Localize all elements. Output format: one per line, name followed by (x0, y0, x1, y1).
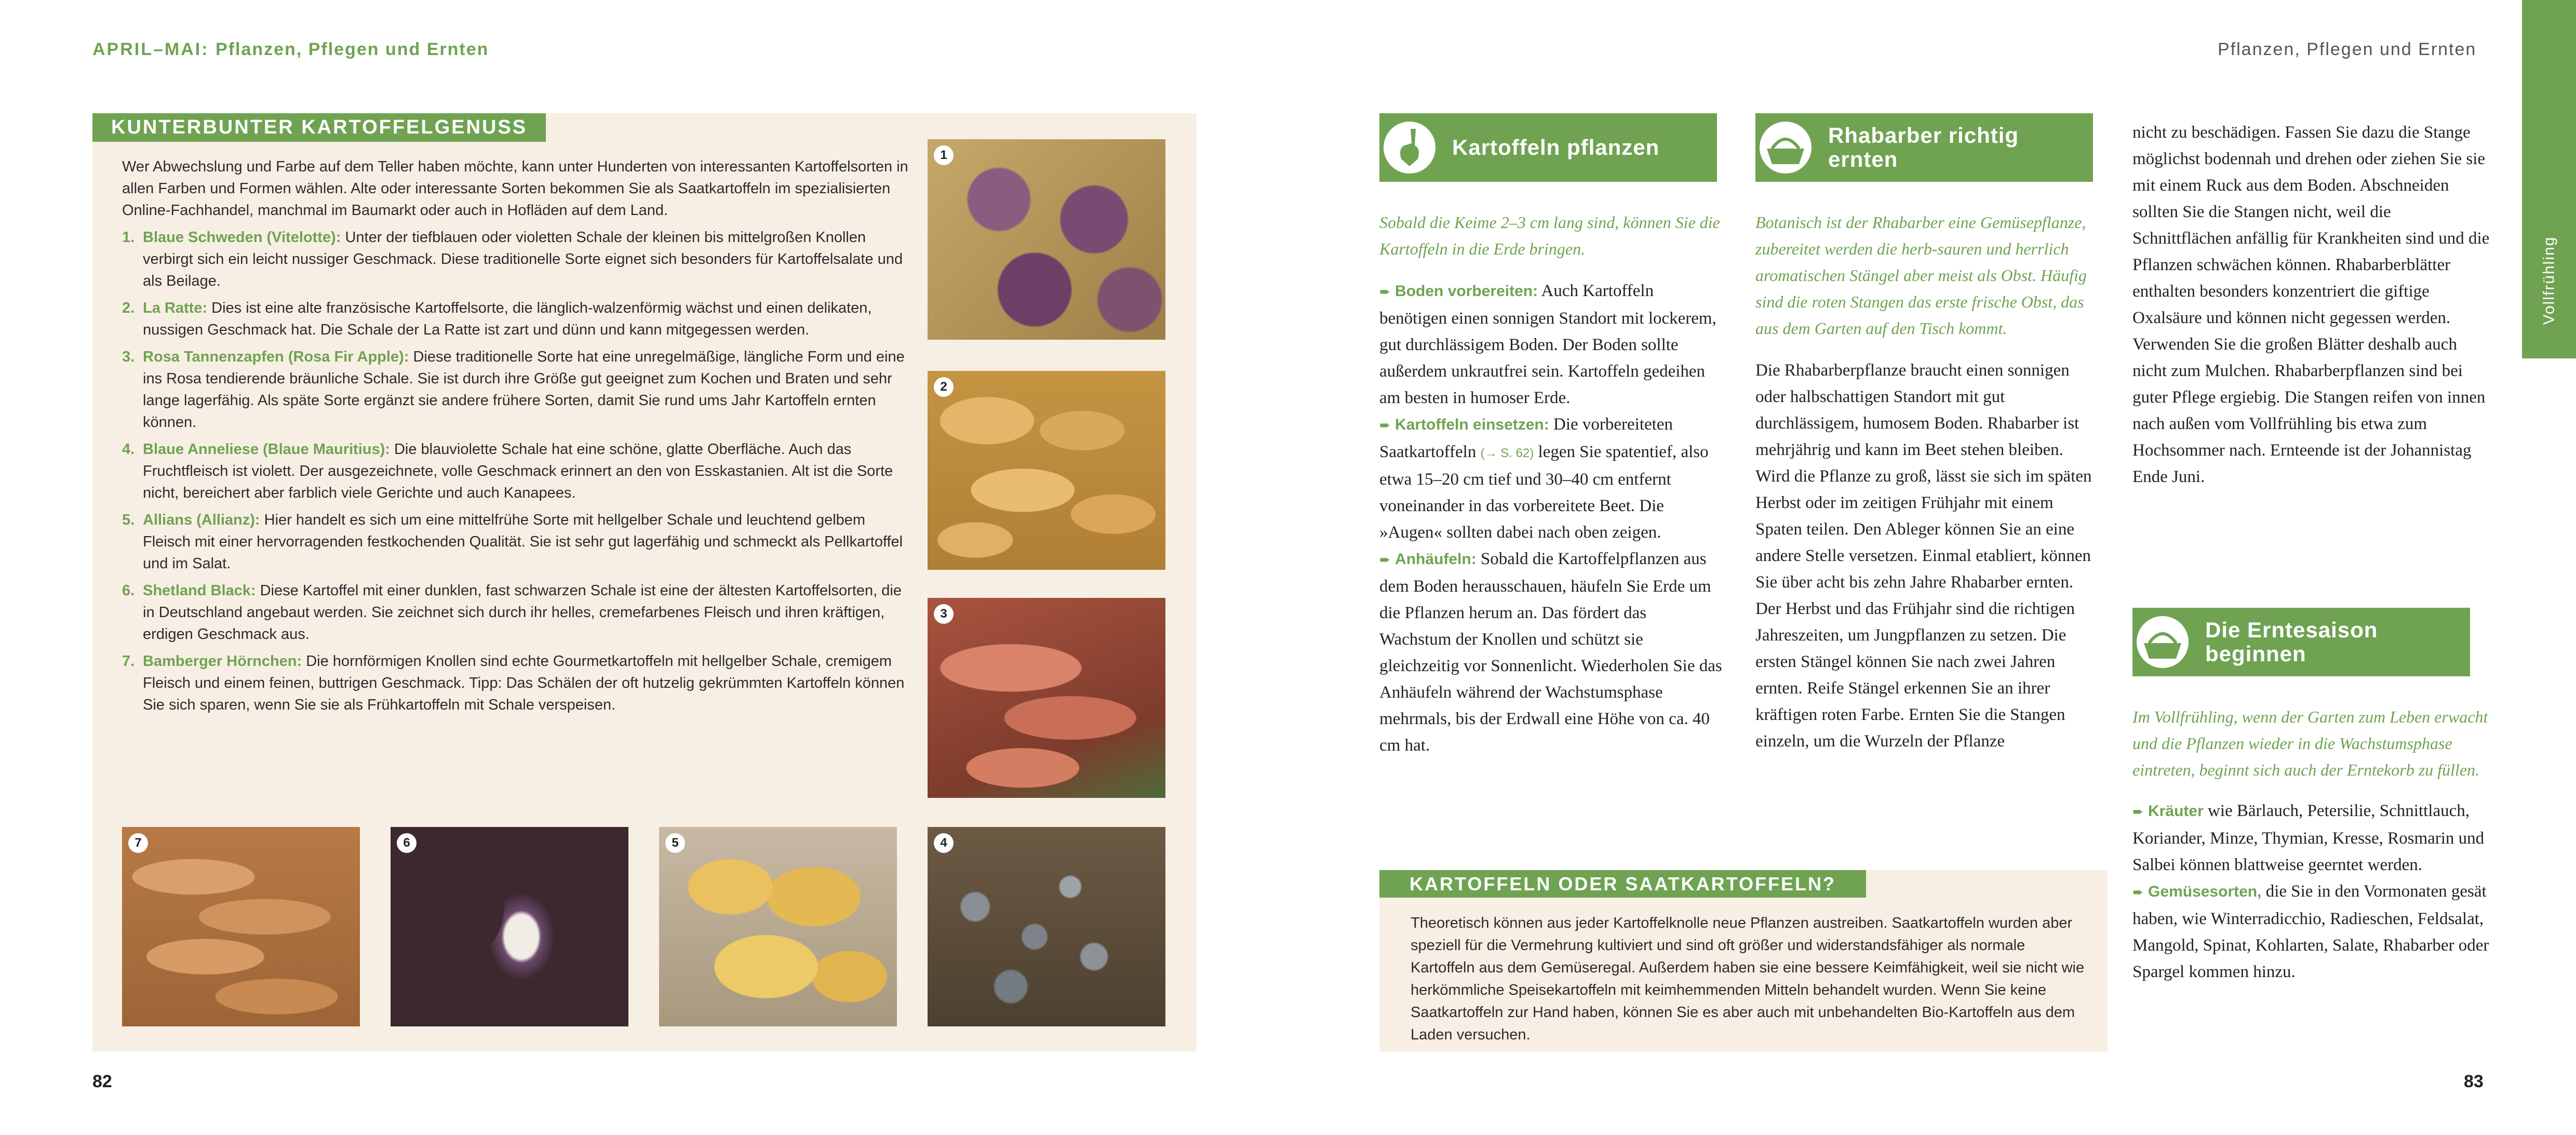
photo-badge: 5 (665, 833, 685, 853)
lead-rhabarber: Botanisch ist der Rhabarber eine Gemüsepflanze, zubereitet werden die herb-sauren und herrlich aromatischen Stängel aber meist als Obst. Häufig sind die roten Stangen das erste frische Obst, das aus dem Garten auf den Tisch kommt. (1755, 213, 2087, 338)
arrow-icon: ➨ (1379, 284, 1391, 300)
variety-name: Blaue Anneliese (Blaue Mauritius): (143, 441, 390, 458)
variety-item (122, 226, 911, 292)
variety-item (122, 580, 911, 645)
photo-shetland-black (391, 827, 628, 1026)
photo-bamberger-hoernchen (122, 827, 360, 1026)
photo-badge: 1 (934, 145, 954, 165)
photo-badge: 3 (934, 604, 954, 624)
photo-badge: 6 (397, 833, 417, 853)
photo-badge: 7 (128, 833, 148, 853)
variety-description: Die blauviolette Schale hat eine schöne, glatte Oberfläche. Auch das Fruchtfleisch ist violett. Der ausgezeichnete, volle Geschmack erinnert an den von Esskastanien. Alt ist die Sorte nicht, bereichert aber farblich viele Gerichte und auch Kanapees. (143, 441, 893, 501)
text-rhabarber-cont: nicht zu beschädigen. Fassen Sie dazu die Stange möglichst bodennah und drehen oder ziehen Sie sie mit einem Ruck aus dem Boden. Abschneiden sollten Sie die Stangen nicht, weil die Schnittflächen anfällig für Krankheiten sind und die Pflanzen schwächen können. Rhabarberblätter enthalten besonders konzentriert die giftige Oxalsäure und können nicht gegessen werden. Verwenden Sie die großen Blätter deshalb auch nicht zum Mulchen. Rhabarberpflanzen sind bei guter Pflege ergiebig. Die Stangen reifen von innen nach außen vom Vollfrühling bis etwa zum Hochsommer nach. Ernteende ist der Johannistag Ende Juni. (2132, 123, 2490, 486)
text-rhabarber: Die Rhabarberpflanze braucht einen sonnigen oder halbschattigen Standort mit gut durchlässigem, humosem Boden. Rhabarber ist mehrjährig und kann im Beet stehen bleiben. Wird die Pflanze zu groß, lässt sie sich im späten Herbst oder im zeitigen Frühjahr mit einem Spaten teilen. Den Ableger können Sie an eine andere Stelle versetzen. Einmal etabliert, können Sie über acht bis zehn Jahre Rhabarber ernten. Der Herbst und das Frühjahr sind die richtigen Jahreszeiten, um Jungpflanzen zu setzen. Die ersten Stängel können Sie nach zwei Jahren ernten. Reife Stängel erkennen Sie an ihrer kräftigen roten Farbe. Ernten Sie die Stangen einzeln, um die Wurzeln der Pflanze (1755, 361, 2092, 751)
variety-name: Bamberger Hörnchen: (143, 653, 302, 670)
variety-text (122, 156, 911, 716)
text-kraeuter: ➨ Kräuter wie Bärlauch, Petersilie, Schnittlauch, Koriander, Minze, Thymian, Kresse, Rosmarin und Salbei können blattweise geerntet werden. (2132, 802, 2485, 874)
variety-intro: Wer Abwechslung und Farbe auf dem Teller haben möchte, kann unter Hunderten von interessanten Kartoffelsorten in allen Farben und Formen wählen. Alte oder interessante Sorten bekommen Sie als Saatkartoffeln im spezialisierten Online-Fachhandel, manchmal im Baumarkt oder auch in Hofläden auf dem Land. (122, 158, 908, 219)
basket-icon (2137, 616, 2189, 668)
variety-name: Blaue Schweden (Vitelotte): (143, 229, 341, 246)
lead-erntesaison: Im Vollfrühling, wenn der Garten zum Leben erwacht und die Pflanzen wieder in die Wachstumsphase eintreten, beginnt sich auch der Erntekorb zu füllen. (2132, 707, 2488, 779)
variety-description: Hier handelt es sich um eine mittelfrühe Sorte mit hellgelber Schale und leuchtend gelbem Fleisch mit einer hervorragenden festkochenden Qualität. Sie ist sehr gut lagerfähig und schmeckt als Pellkartoffel und im Salat. (143, 512, 903, 572)
saatkartoffeln-box-text: Theoretisch können aus jeder Kartoffelknolle neue Pflanzen austreiben. Saatkartoffeln wurden aber speziell für die Vermehrung kultiviert und sind oft größer und widerstandsfähiger als normale Kartoffeln aus dem Gemüseregal. Außerdem haben sie eine bessere Keimfähigkeit, weil sie nicht wie herkömmliche Speisekartoffeln mit keimhemmenden Mitteln behandelt wurden. Wenn Sie keine Saatkartoffeln zur Hand haben, können Sie es aber auch mit unbehandelten Bio-Kartoffeln aus dem Laden versuchen. (1411, 915, 2085, 1043)
variety-number: 6. (122, 582, 135, 599)
heading-kartoffeln-pflanzen: Kartoffeln pflanzen (1379, 113, 1717, 182)
basket-icon (1760, 122, 1812, 173)
heading-rhabarber: Rhabarber richtig ernten (1755, 113, 2093, 182)
variety-description: Die hornförmigen Knollen sind echte Gourmetkartoffeln mit hellgelber Schale, cremigem Fleisch und einem feinen, buttrigen Geschmack. Tipp: Das Schälen der oft hutzelig gekrümmten Kartoffeln können Sie sich sparen, wenn Sie sie als Frühkartoffeln mit Schale verspeisen. (143, 653, 905, 713)
column-erntesaison (2132, 704, 2491, 985)
variety-number: 7. (122, 653, 135, 670)
arrow-icon: ➨ (2132, 885, 2144, 900)
variety-description: Diese Kartoffel mit einer dunklen, fast schwarzen Schale ist eine der ältesten Kartoffelsorten, die in Deutschland angebaut werden. Sie zeichnet sich durch ihr helles, cremefarbenes Fleisch und ihren kräftigen, erdigen Geschmack aus. (143, 582, 902, 643)
side-tab-label-wrap (2522, 229, 2576, 332)
variety-item (122, 438, 911, 504)
column-rhabarber-cont (2132, 119, 2491, 490)
text-anhaeufeln: ➨ Anhäufeln: Sobald die Kartoffelpflanzen aus dem Boden herausschauen, häufeln Sie Erde um die Pflanzen herum an. Das fördert das Wachstum der Knollen und schützt sie gleichzeitig vor Sonnenlicht. Wiederholen Sie das Anhäufeln während der Wachstumsphase mehrmals, bis der Erdwall eine Höhe von ca. 40 cm hat. (1379, 550, 1722, 755)
variety-name: Allians (Allianz): (143, 512, 260, 528)
lead-kartoffeln: Sobald die Keime 2–3 cm lang sind, können Sie die Kartoffeln in die Erde bringen. (1379, 213, 1720, 258)
variety-item (122, 509, 911, 575)
running-head-right: Pflanzen, Pflegen und Ernten (2218, 39, 2477, 59)
arrow-icon: ➨ (2132, 804, 2144, 820)
variety-item (122, 650, 911, 716)
photo-blaue-anneliese (928, 827, 1165, 1026)
variety-name: Shetland Black: (143, 582, 256, 599)
column-rhabarber (1755, 209, 2099, 755)
side-tab-label: Vollfrühling (2540, 236, 2558, 325)
photo-blaue-schweden (928, 139, 1165, 340)
variety-item (122, 297, 911, 341)
text-boden-vorbereiten: ➨ Boden vorbereiten: Auch Kartoffeln benötigen einen sonnigen Standort mit lockerem, gut durchlässigem Boden. Der Boden sollte außerdem unkrautfrei sein. Kartoffeln gedeihen am besten in humoser Erde. (1379, 282, 1716, 407)
photo-la-ratte (928, 371, 1165, 570)
running-head-left: APRIL–MAI: Pflanzen, Pflegen und Ernten (92, 39, 489, 59)
photo-allians (659, 827, 897, 1026)
column-kartoffeln (1379, 209, 1722, 759)
variety-description: Diese traditionelle Sorte hat eine unregelmäßige, längliche Form und eine ins Rosa tendierende bräunliche Schale. Sie ist durch ihre Größe gut geeignet zum Kochen und Braten und sehr lange lagerfähig. Als späte Sorte ergänzt sie andere frühere Sorten, damit Sie rund ums Jahr Kartoffeln ernten können. (143, 349, 905, 431)
variety-description: Unter der tiefblauen oder violetten Schale der kleinen bis mittelgroßen Knollen verbirgt sich ein leicht nussiger Geschmack. Diese traditionelle Sorte eignet sich besonders für Kartoffelsalate und als Beilage. (143, 229, 903, 289)
text-gemuesesorten: ➨ Gemüsesorten, die Sie in den Vormonaten gesät haben, wie Winterradicchio, Radieschen, Feldsalat, Mangold, Spinat, Kohlarten, Salate, Rhabarber oder Spargel kommen hinzu. (2132, 882, 2489, 981)
photo-badge: 2 (934, 377, 954, 397)
variety-box-title: KUNTERBUNTER KARTOFFELGENUSS (92, 113, 546, 142)
photo-rosa-tannenzapfen (928, 598, 1165, 798)
saatkartoffeln-box-title: KARTOFFELN ODER SAATKARTOFFELN? (1379, 870, 1866, 898)
arrow-icon: ➨ (1379, 552, 1391, 568)
heading-erntesaison: Die Erntesaison beginnen (2132, 608, 2470, 676)
variety-name: La Ratte: (143, 300, 208, 316)
variety-number: 1. (122, 229, 135, 246)
variety-number: 4. (122, 441, 135, 458)
variety-number: 3. (122, 349, 135, 365)
variety-name: Rosa Tannenzapfen (Rosa Fir Apple): (143, 349, 409, 365)
page-number-left: 82 (92, 1072, 112, 1091)
variety-number: 2. (122, 300, 135, 316)
text-kartoffeln-einsetzen: ➨ Kartoffeln einsetzen: Die vorbereiteten Saatkartoffeln (→ S. 62) legen Sie spatentief, also etwa 15–20 cm tief und 30–40 cm entfernt voneinander in das vorbereitete Beet. Die »Augen« sollten dabei nach oben zeigen. (1379, 415, 1709, 542)
photo-badge: 4 (934, 833, 954, 853)
variety-item (122, 346, 911, 433)
page-number-right: 83 (2464, 1072, 2484, 1091)
trowel-icon (1384, 122, 1435, 173)
arrow-icon: ➨ (1379, 418, 1391, 433)
variety-number: 5. (122, 512, 135, 528)
variety-description: Dies ist eine alte französische Kartoffelsorte, die länglich-walzenförmig wächst und einen delikaten, nussigen Geschmack hat. Die Schale der La Ratte ist zart und dünn und kann mitgegessen werden. (143, 300, 872, 338)
variety-list (122, 226, 911, 716)
